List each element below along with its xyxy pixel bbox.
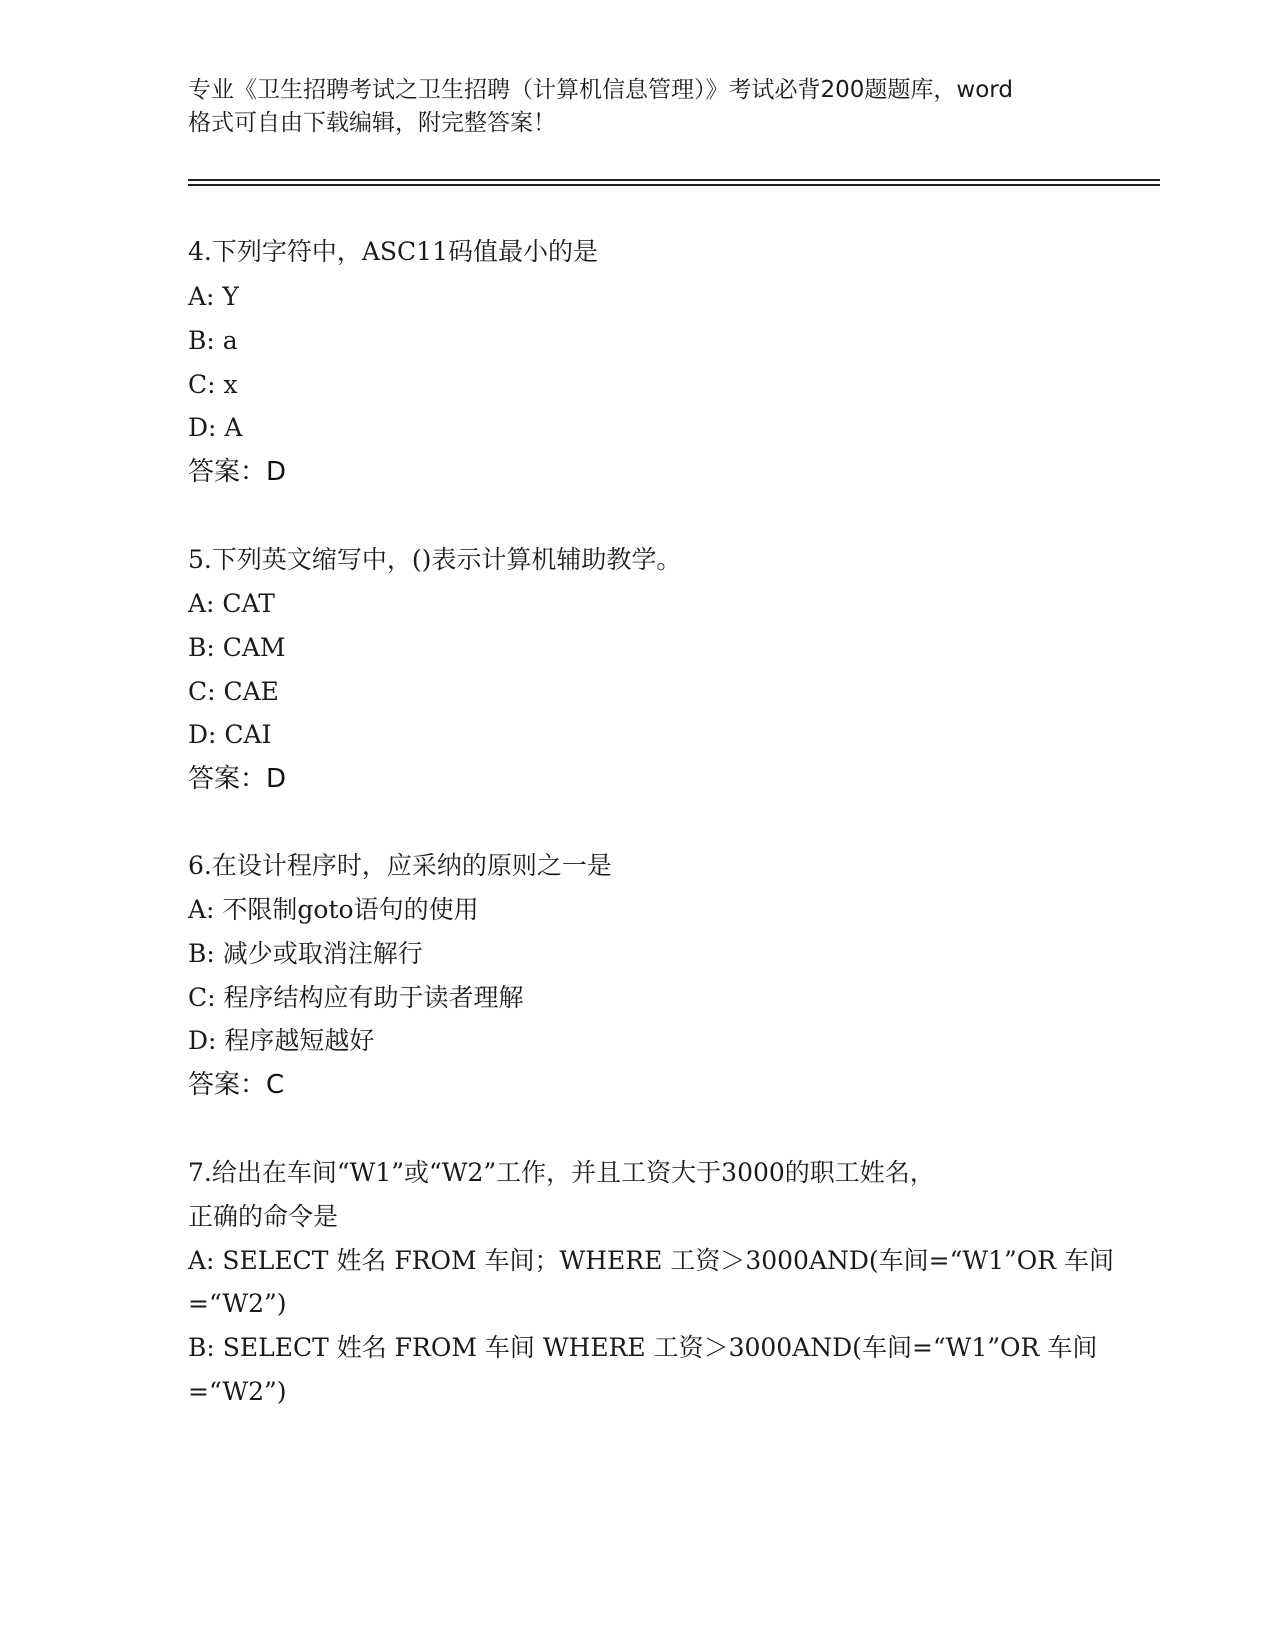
question-6-option-c: C: 程序结构应有助于读者理解 — [188, 983, 524, 1012]
question-7-option-b-line-1: B: SELECT 姓名 FROM 车间 WHERE 工资＞3000AND(车间=“W1”OR 车间 — [188, 1333, 1098, 1362]
question-7-option-a-line-2: =“W2”) — [188, 1289, 287, 1318]
question-7-option-b-line-2: =“W2”) — [188, 1377, 287, 1406]
question-5-option-b: B: CAM — [188, 633, 286, 662]
document-header — [188, 74, 1088, 140]
question-6-option-a: A: 不限制goto语句的使用 — [188, 895, 479, 924]
question-7-stem-line-2: 正确的命令是 — [188, 1202, 339, 1231]
question-5-answer: 答案：D — [188, 764, 287, 794]
header-divider-top — [188, 179, 1160, 181]
question-4-answer: 答案：D — [188, 457, 287, 487]
question-5-option-a: A: CAT — [188, 589, 275, 618]
header-line-1: 专业《卫生招聘考试之卫生招聘（计算机信息管理）》考试必背200题题库，word — [188, 77, 1013, 103]
question-6-option-d: D: 程序越短越好 — [188, 1026, 375, 1055]
question-5-option-c: C: CAE — [188, 677, 279, 706]
question-7-stem-line-1: 7.给出在车间“W1”或“W2”工作，并且工资大于3000的职工姓名， — [188, 1158, 935, 1187]
question-5-option-d: D: CAI — [188, 720, 272, 749]
question-4-option-c: C: x — [188, 370, 238, 399]
question-7-option-a-line-1: A: SELECT 姓名 FROM 车间；WHERE 工资＞3000AND(车间=“W1”OR 车间 — [188, 1246, 1115, 1275]
question-5-stem: 5.下列英文缩写中，()表示计算机辅助教学。 — [188, 545, 682, 574]
question-4-option-a: A: Y — [188, 282, 239, 311]
question-4-stem: 4.下列字符中，ASC11码值最小的是 — [188, 237, 598, 266]
header-line-2: 格式可自由下载编辑，附完整答案！ — [188, 110, 556, 136]
question-4-option-b: B: a — [188, 326, 238, 355]
question-6-option-b: B: 减少或取消注解行 — [188, 939, 423, 968]
question-6-stem: 6.在设计程序时，应采纳的原则之一是 — [188, 851, 612, 880]
question-4-option-d: D: A — [188, 413, 243, 442]
question-6-answer: 答案：C — [188, 1070, 285, 1100]
header-divider-bottom — [188, 184, 1160, 186]
